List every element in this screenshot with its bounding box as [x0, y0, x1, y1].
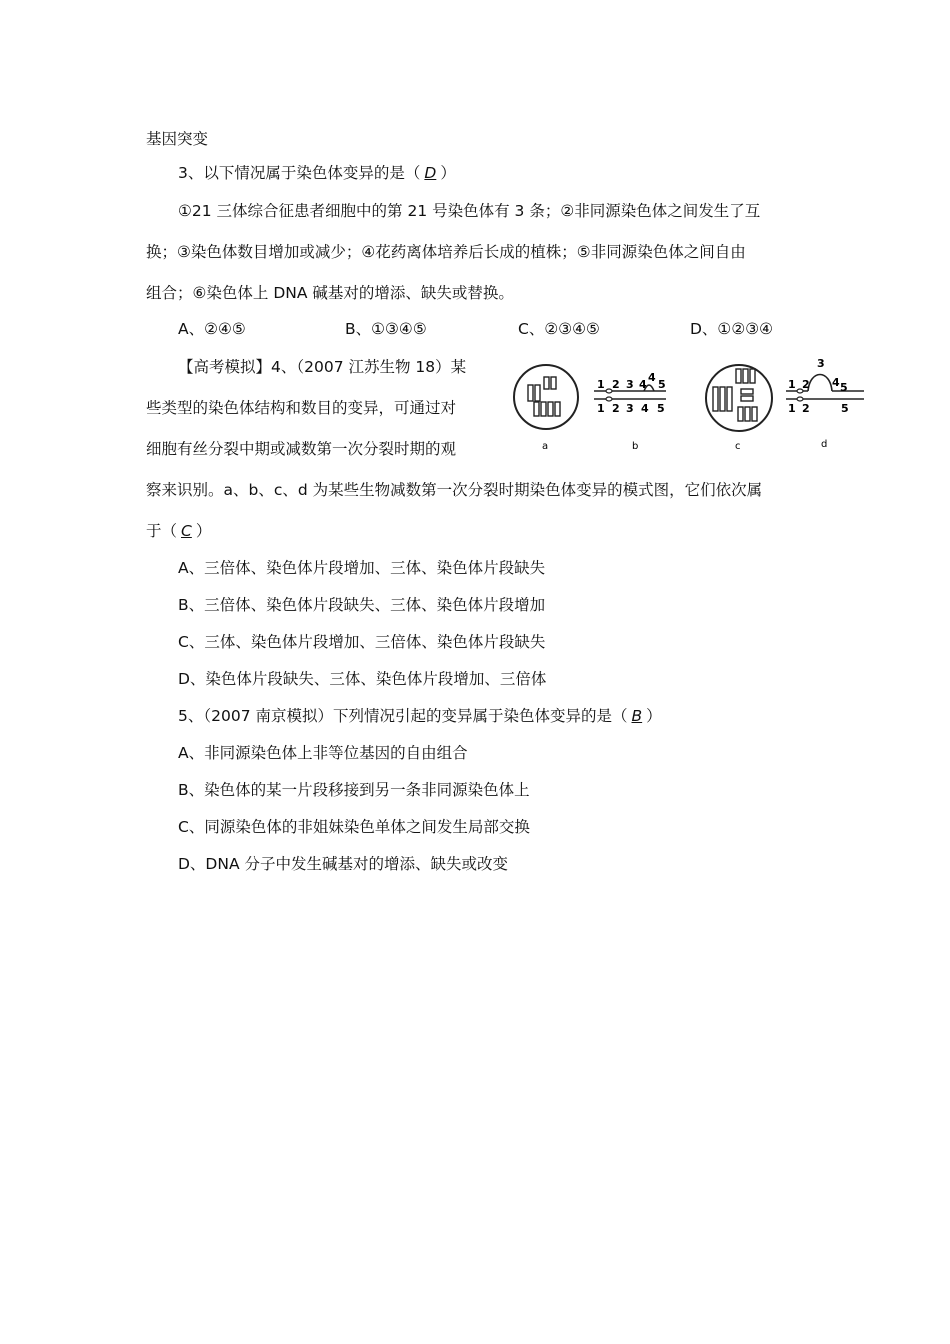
q4-prefix: 于（ [146, 522, 178, 540]
q3-option-b: B、①③④⑤ [345, 320, 427, 338]
q3-prefix: 3、以下情况属于染色体变异的是（ [178, 164, 421, 182]
b-bottom-label-1: 1 [597, 402, 605, 415]
question-4-answer-line [146, 520, 211, 542]
b-top-label-1: 1 [597, 378, 605, 391]
panel-d-chromosomes [786, 375, 864, 402]
b-top-label-2: 2 [612, 378, 620, 391]
q3-body-line-1: ①21 三体综合征患者细胞中的第 21 号染色体有 3 条；②非同源染色体之间发生了互 [178, 202, 761, 220]
q4-answer: C [181, 522, 192, 540]
q3-option-d: D、①②③④ [690, 320, 774, 338]
q5-option-d: D、DNA 分子中发生碱基对的增添、缺失或改变 [178, 855, 508, 873]
d-top-label-3: 3 [817, 357, 825, 370]
q4-line-1: 【高考模拟】4、（2007 江苏生物 18）某 [178, 358, 467, 376]
d-top-label-1: 1 [788, 378, 796, 391]
q3-option-a: A、②④⑤ [178, 320, 246, 338]
b-bottom-label-4: 4 [641, 402, 649, 415]
b-top-label-3: 3 [626, 378, 634, 391]
chromosome-variation-figure [508, 355, 870, 455]
d-top-label-5: 5 [840, 381, 848, 394]
q5-option-c: C、同源染色体的非姐妹染色单体之间发生局部交换 [178, 818, 530, 836]
q3-suffix: ） [440, 164, 456, 182]
d-top-label-4: 4 [832, 376, 840, 389]
panel-label-d: d [821, 439, 828, 450]
panel-label-c: c [735, 441, 741, 452]
d-bottom-label-5: 5 [841, 402, 849, 415]
b-top-label-5: 5 [658, 378, 666, 391]
q5-suffix: ） [646, 707, 662, 725]
text-line: 基因突变 [146, 130, 209, 148]
d-bottom-label-1: 1 [788, 402, 796, 415]
q3-answer: D [424, 164, 437, 182]
q3-body-line-2: 换；③染色体数目增加或减少；④花药离体培养后长成的植株；⑤非同源染色体之间自由 [146, 243, 746, 261]
q4-line-4: 察来识别。a、b、c、d 为某些生物减数第一次分裂时期染色体变异的模式图，它们依次属 [146, 481, 763, 499]
b-top-label-4-dup: 4 [648, 371, 656, 384]
question-3-stem [178, 162, 456, 184]
b-bottom-label-2: 2 [612, 402, 620, 415]
q4-line-3: 细胞有丝分裂中期或减数第一次分裂时期的观 [146, 440, 457, 458]
q3-body-line-3: 组合；⑥染色体上 DNA 碱基对的增添、缺失或替换。 [146, 284, 514, 302]
d-bottom-label-2: 2 [802, 402, 810, 415]
q5-prefix: 5、（2007 南京模拟）下列情况引起的变异属于染色体变异的是（ [178, 707, 628, 725]
q5-option-b: B、染色体的某一片段移接到另一条非同源染色体上 [178, 781, 530, 799]
q4-option-d: D、染色体片段缺失、三体、染色体片段增加、三倍体 [178, 670, 547, 688]
d-top-label-2: 2 [802, 378, 810, 391]
panel-label-b: b [632, 441, 639, 452]
q4-option-b: B、三倍体、染色体片段缺失、三体、染色体片段增加 [178, 596, 546, 614]
b-top-label-4: 4 [639, 378, 647, 391]
q3-option-c: C、②③④⑤ [518, 320, 600, 338]
q4-option-c: C、三体、染色体片段增加、三倍体、染色体片段缺失 [178, 633, 546, 651]
question-5-stem [178, 705, 662, 727]
q4-option-a: A、三倍体、染色体片段增加、三体、染色体片段缺失 [178, 559, 546, 577]
b-bottom-label-3: 3 [626, 402, 634, 415]
panel-label-a: a [542, 441, 549, 452]
q4-suffix: ） [195, 522, 212, 540]
b-bottom-label-5: 5 [657, 402, 665, 415]
q4-line-2: 些类型的染色体结构和数目的变异，可通过对 [146, 399, 457, 417]
panel-a-cell [514, 365, 578, 429]
q5-answer: B [631, 707, 643, 725]
q5-option-a: A、非同源染色体上非等位基因的自由组合 [178, 744, 468, 762]
panel-c-cell [706, 365, 772, 431]
